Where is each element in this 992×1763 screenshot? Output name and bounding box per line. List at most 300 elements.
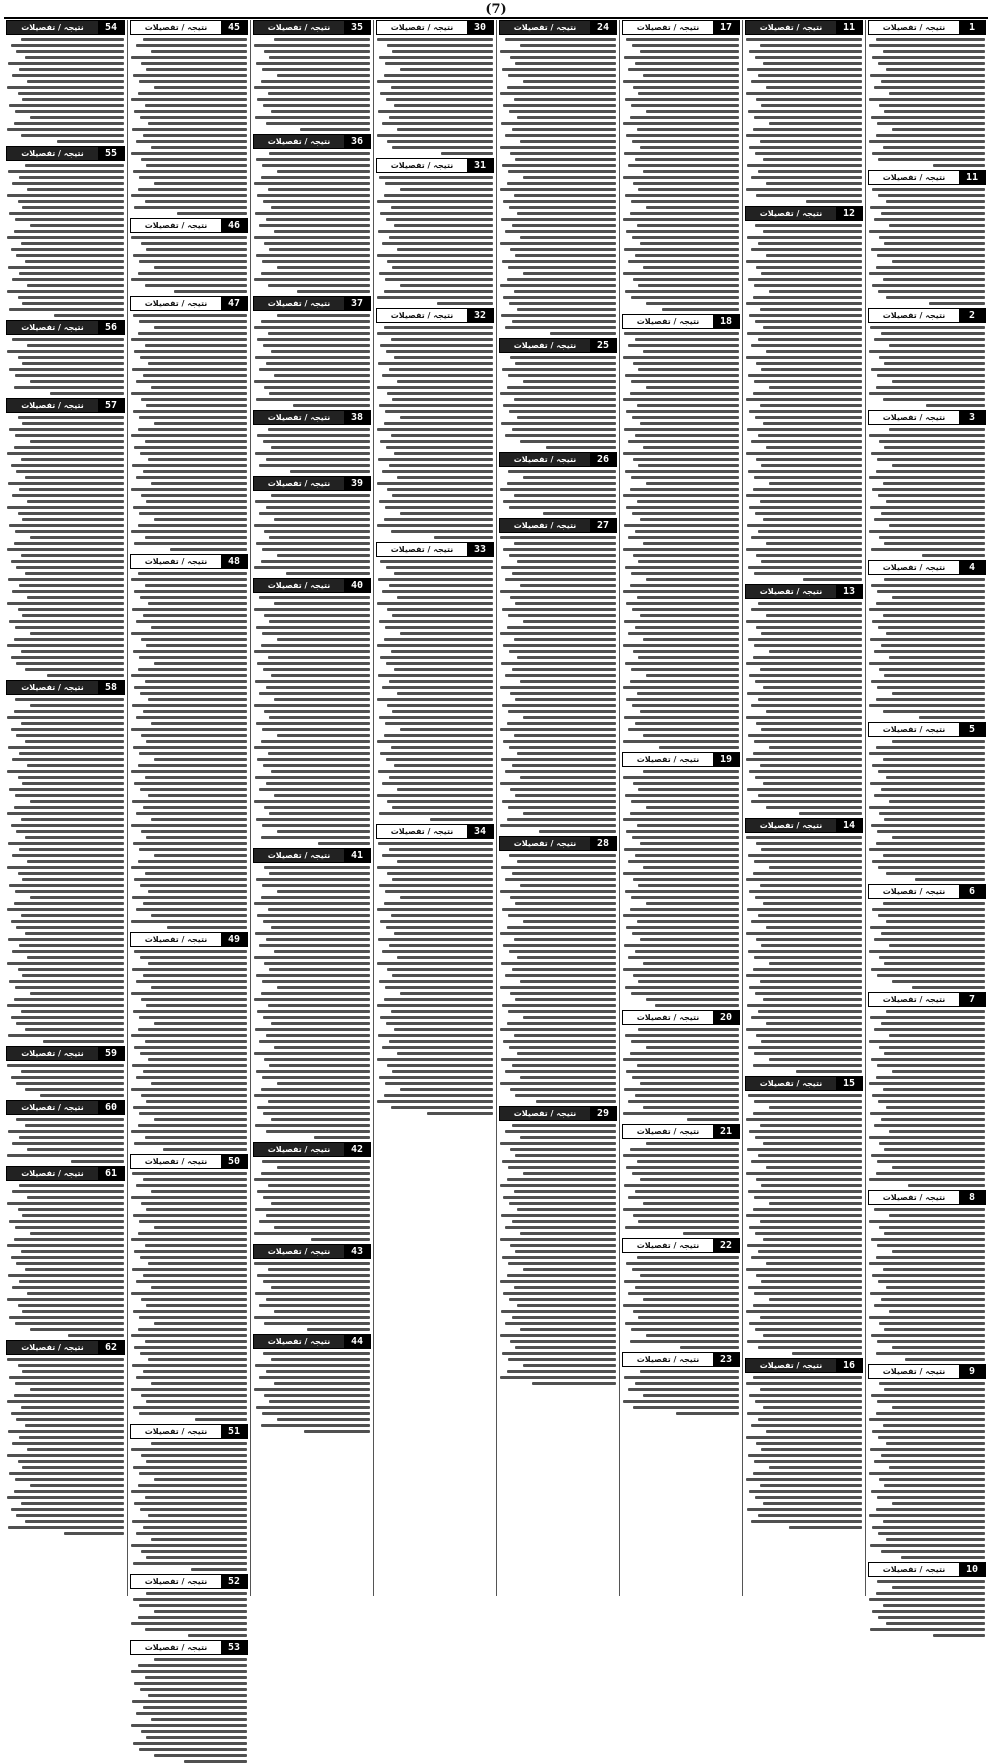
text-line <box>15 110 124 113</box>
text-line <box>747 524 862 527</box>
item-header <box>622 1238 740 1253</box>
text-line <box>377 482 493 485</box>
text-line <box>377 296 493 299</box>
text-line <box>502 260 616 263</box>
text-line <box>769 866 862 869</box>
text-line <box>751 536 862 539</box>
text-line <box>510 992 616 995</box>
text-line <box>378 362 493 365</box>
text-line <box>626 1070 739 1073</box>
text-line <box>623 968 739 971</box>
text-line <box>633 554 739 557</box>
text-line <box>630 1340 739 1343</box>
text-line <box>141 1454 247 1457</box>
text-line <box>145 344 247 347</box>
text-line <box>268 188 370 191</box>
text-line <box>874 1124 985 1127</box>
text-line <box>876 1256 985 1259</box>
text-line <box>392 1070 493 1073</box>
text-line <box>7 506 124 509</box>
text-line <box>131 392 247 395</box>
item-title: نتیجہ / تفصیلات <box>500 837 590 850</box>
text-line <box>766 806 862 809</box>
text-line <box>382 122 493 125</box>
text-line <box>377 254 493 257</box>
text-line <box>154 1610 247 1613</box>
text-line <box>623 1058 739 1061</box>
text-line <box>174 290 247 293</box>
text-line <box>630 680 739 683</box>
text-line <box>523 620 616 623</box>
text-line <box>143 38 247 41</box>
text-line <box>884 110 985 113</box>
text-line <box>27 1196 124 1199</box>
text-line <box>400 416 493 419</box>
item-number: 33 <box>467 543 493 556</box>
item-number: 10 <box>959 1563 985 1576</box>
text-line <box>628 1100 739 1103</box>
text-line <box>136 1376 247 1379</box>
text-line <box>141 1094 247 1097</box>
column-8 <box>4 20 127 1596</box>
text-line <box>11 728 124 731</box>
item-title: نتیجہ / تفصیلات <box>623 1011 713 1024</box>
text-line <box>746 302 862 305</box>
item-header <box>253 1244 371 1259</box>
text-line <box>139 752 247 755</box>
text-line <box>756 98 862 101</box>
text-line <box>47 674 124 677</box>
text-line <box>889 344 985 347</box>
text-line <box>7 644 124 647</box>
text-line <box>132 1520 247 1523</box>
text-line <box>268 1268 370 1271</box>
classified-item <box>622 1010 740 1121</box>
text-line <box>14 446 124 449</box>
text-line <box>274 602 370 605</box>
text-line <box>646 674 739 677</box>
text-line <box>748 734 862 737</box>
text-line <box>151 1286 247 1289</box>
text-line <box>879 536 985 539</box>
text-line <box>263 104 370 107</box>
text-line <box>138 1232 247 1235</box>
text-line <box>877 458 985 461</box>
text-line <box>539 830 616 833</box>
text-line <box>266 458 370 461</box>
text-line <box>263 920 370 923</box>
text-line <box>257 1190 370 1193</box>
text-line <box>881 1550 985 1553</box>
text-line <box>878 1436 985 1439</box>
item-header <box>253 296 371 311</box>
text-line <box>512 320 616 323</box>
text-line <box>624 716 739 719</box>
classified-item <box>130 296 248 551</box>
text-line <box>514 1190 616 1193</box>
text-line <box>626 506 739 509</box>
text-line <box>874 86 985 89</box>
column-4 <box>496 20 619 1596</box>
item-number: 2 <box>959 309 985 322</box>
text-line <box>886 1442 985 1445</box>
text-line <box>756 458 862 461</box>
text-line <box>259 1040 370 1043</box>
item-title: نتیجہ / تفصیلات <box>623 21 713 34</box>
text-line <box>263 1016 370 1019</box>
text-line <box>760 884 862 887</box>
text-line <box>502 68 616 71</box>
text-line <box>761 1280 862 1283</box>
text-line <box>19 68 124 71</box>
item-text-block <box>499 1123 617 1385</box>
text-line <box>749 1130 862 1133</box>
text-line <box>754 1460 862 1463</box>
text-line <box>263 1196 370 1199</box>
text-line <box>760 44 862 47</box>
text-line <box>143 614 247 617</box>
text-line <box>259 1376 370 1379</box>
text-line <box>756 554 862 557</box>
text-line <box>27 188 124 191</box>
text-line <box>400 992 493 995</box>
text-line <box>766 542 862 545</box>
text-line <box>146 68 247 71</box>
text-line <box>133 254 247 257</box>
text-line <box>257 98 370 101</box>
item-header <box>253 134 371 149</box>
text-line <box>766 710 862 713</box>
text-line <box>623 872 739 875</box>
item-header <box>868 1364 986 1379</box>
text-line <box>507 182 616 185</box>
classified-item <box>376 824 494 1115</box>
text-line <box>379 884 493 887</box>
text-line <box>643 266 739 269</box>
text-line <box>892 128 985 131</box>
text-line <box>507 1370 616 1373</box>
text-line <box>517 752 616 755</box>
text-line <box>391 86 493 89</box>
text-line <box>9 308 124 311</box>
text-line <box>507 386 616 389</box>
text-line <box>748 1454 862 1457</box>
text-line <box>269 56 370 59</box>
text-line <box>434 536 493 539</box>
item-text-block <box>253 313 371 407</box>
text-line <box>623 590 739 593</box>
text-line <box>640 422 739 425</box>
text-line <box>263 1352 370 1355</box>
text-line <box>131 1724 247 1727</box>
text-line <box>132 968 247 971</box>
text-line <box>874 1460 985 1463</box>
text-line <box>747 692 862 695</box>
text-line <box>139 320 247 323</box>
text-line <box>277 1082 370 1085</box>
text-line <box>646 1046 739 1049</box>
text-line <box>510 692 616 695</box>
text-line <box>259 944 370 947</box>
text-line <box>869 608 985 611</box>
text-line <box>884 962 985 965</box>
text-line <box>892 260 985 263</box>
text-line <box>683 1232 739 1235</box>
text-line <box>379 272 493 275</box>
item-title: نتیجہ / تفصیلات <box>869 1563 959 1576</box>
text-line <box>624 944 739 947</box>
text-line <box>884 818 985 821</box>
text-line <box>145 1040 247 1043</box>
text-line <box>131 1448 247 1451</box>
classified-item <box>622 1124 740 1235</box>
text-line <box>256 398 370 401</box>
item-header <box>253 20 371 35</box>
text-line <box>763 998 862 1001</box>
text-line <box>512 1124 616 1127</box>
text-line <box>14 1394 124 1397</box>
text-line <box>167 926 247 929</box>
text-line <box>151 722 247 725</box>
text-line <box>254 956 370 959</box>
text-line <box>271 1286 370 1289</box>
text-line <box>878 1100 985 1103</box>
text-line <box>143 470 247 473</box>
item-header <box>6 1340 125 1355</box>
text-line <box>21 458 124 461</box>
text-line <box>638 788 739 791</box>
text-line <box>131 1088 247 1091</box>
text-line <box>259 224 370 227</box>
item-text-block <box>745 601 863 815</box>
text-line <box>892 1502 985 1505</box>
text-line <box>140 956 247 959</box>
text-line <box>892 692 985 695</box>
text-line <box>18 200 124 203</box>
text-line <box>30 800 124 803</box>
text-line <box>21 1250 124 1253</box>
text-line <box>886 200 985 203</box>
item-number: 54 <box>98 21 124 34</box>
text-line <box>27 284 124 287</box>
text-line <box>384 638 493 641</box>
text-line <box>659 746 739 749</box>
text-line <box>640 1178 739 1181</box>
text-line <box>632 416 739 419</box>
text-line <box>254 1316 370 1319</box>
text-line <box>760 1124 862 1127</box>
text-line <box>311 1238 370 1241</box>
text-line <box>761 368 862 371</box>
text-line <box>877 1160 985 1163</box>
text-line <box>143 1070 247 1073</box>
text-line <box>382 374 493 377</box>
text-line <box>747 1004 862 1007</box>
classified-item <box>376 20 494 155</box>
text-line <box>515 1346 616 1349</box>
text-line <box>912 986 985 989</box>
text-line <box>11 1016 124 1019</box>
text-line <box>746 398 862 401</box>
text-line <box>277 734 370 737</box>
text-line <box>7 1454 124 1457</box>
text-line <box>274 518 370 521</box>
item-text-block <box>130 37 248 215</box>
text-line <box>747 428 862 431</box>
text-line <box>879 1142 985 1145</box>
text-line <box>11 920 124 923</box>
classified-item <box>130 554 248 929</box>
text-line <box>633 650 739 653</box>
text-line <box>145 1136 247 1139</box>
text-line <box>766 446 862 449</box>
text-line <box>261 896 370 899</box>
text-line <box>632 1172 739 1175</box>
text-line <box>131 632 247 635</box>
item-number: 30 <box>467 21 493 34</box>
text-line <box>758 1418 862 1421</box>
text-line <box>869 1262 985 1265</box>
text-line <box>505 134 616 137</box>
text-line <box>755 224 862 227</box>
text-line <box>7 770 124 773</box>
text-line <box>500 1280 616 1283</box>
text-line <box>643 734 739 737</box>
text-line <box>876 134 985 137</box>
text-line <box>254 746 370 749</box>
text-line <box>889 224 985 227</box>
text-line <box>508 470 616 473</box>
text-line <box>884 446 985 449</box>
classified-item <box>6 146 125 317</box>
item-number: 6 <box>959 885 985 898</box>
text-line <box>397 248 493 251</box>
text-line <box>883 758 985 761</box>
text-line <box>748 374 862 377</box>
item-header <box>499 1106 617 1121</box>
item-number: 59 <box>98 1047 124 1060</box>
text-line <box>623 548 739 551</box>
item-title: نتیجہ / تفصیلات <box>254 21 344 34</box>
text-line <box>21 554 124 557</box>
text-line <box>134 110 247 113</box>
text-line <box>274 38 370 41</box>
text-line <box>758 794 862 797</box>
text-line <box>268 1004 370 1007</box>
text-line <box>630 488 739 491</box>
text-line <box>633 782 739 785</box>
text-line <box>274 230 370 233</box>
text-line <box>877 1400 985 1403</box>
text-line <box>145 1244 247 1247</box>
item-text-block <box>376 37 494 155</box>
text-line <box>748 1286 862 1289</box>
text-line <box>886 296 985 299</box>
text-line <box>25 1088 124 1091</box>
item-title: نتیجہ / تفصیلات <box>869 309 959 322</box>
text-line <box>749 674 862 677</box>
text-line <box>12 1286 124 1289</box>
text-line <box>755 56 862 59</box>
text-line <box>132 1700 247 1703</box>
text-line <box>400 896 493 899</box>
text-line <box>15 1382 124 1385</box>
text-line <box>754 1292 862 1295</box>
text-line <box>632 932 739 935</box>
text-line <box>624 248 739 251</box>
text-line <box>766 1430 862 1433</box>
text-line <box>523 716 616 719</box>
text-line <box>257 338 370 341</box>
text-line <box>517 416 616 419</box>
text-line <box>254 44 370 47</box>
text-line <box>271 1118 370 1121</box>
text-line <box>877 686 985 689</box>
text-line <box>876 698 985 701</box>
text-line <box>18 968 124 971</box>
text-line <box>523 812 616 815</box>
classified-item <box>6 398 125 677</box>
text-line <box>933 1634 985 1637</box>
text-line <box>16 566 124 569</box>
text-line <box>883 1424 985 1427</box>
item-text-block <box>622 331 740 749</box>
text-line <box>139 656 247 659</box>
text-line <box>635 1382 739 1385</box>
text-line <box>16 50 124 53</box>
text-line <box>277 314 370 317</box>
text-line <box>9 884 124 887</box>
text-line <box>18 296 124 299</box>
text-line <box>886 632 985 635</box>
text-line <box>385 62 493 65</box>
text-line <box>262 632 370 635</box>
text-line <box>753 1304 862 1307</box>
text-line <box>876 266 985 269</box>
text-line <box>274 374 370 377</box>
text-line <box>892 1250 985 1253</box>
item-title: نتیجہ / تفصیلات <box>500 1107 590 1120</box>
text-line <box>520 584 616 587</box>
text-line <box>520 1136 616 1139</box>
text-line <box>869 230 985 233</box>
text-line <box>132 608 247 611</box>
text-line <box>68 1334 124 1337</box>
text-line <box>9 788 124 791</box>
text-line <box>151 818 247 821</box>
item-text-block <box>376 841 494 1115</box>
text-line <box>869 1418 985 1421</box>
text-line <box>290 470 370 473</box>
classifieds-columns <box>4 20 988 1653</box>
text-line <box>638 1220 739 1223</box>
text-line <box>378 674 493 677</box>
text-line <box>7 1064 124 1067</box>
text-line <box>392 146 493 149</box>
text-line <box>870 1628 985 1631</box>
text-line <box>869 1136 985 1139</box>
text-line <box>141 998 247 1001</box>
text-line <box>263 440 370 443</box>
text-line <box>14 230 124 233</box>
text-line <box>500 188 616 191</box>
text-line <box>501 1058 616 1061</box>
text-line <box>133 1106 247 1109</box>
text-line <box>145 584 247 587</box>
text-line <box>378 110 493 113</box>
text-line <box>631 1040 739 1043</box>
text-line <box>25 740 124 743</box>
